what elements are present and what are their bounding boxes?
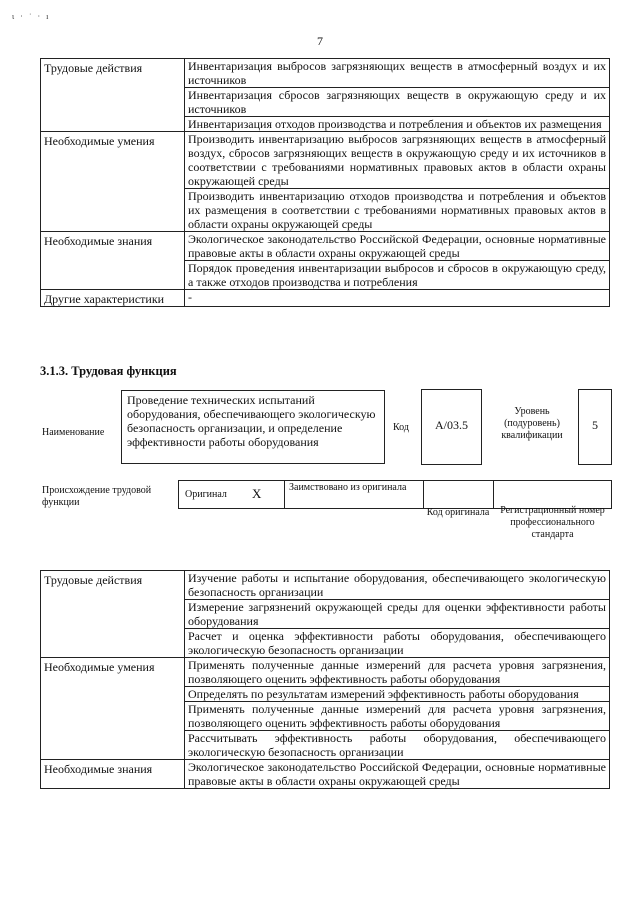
requirement-category-label: Необходимые знания: [41, 760, 185, 789]
scan-mark: ι · ˙ · ı: [12, 12, 51, 21]
requirement-item: Расчет и оценка эффективности работы оборудования, обеспечивающего экологическую безопасность организации: [185, 629, 610, 658]
requirement-item: Экологическое законодательство Российской Федерации, основные нормативные правовые акты в области охраны окружающей среды: [185, 760, 610, 789]
borrowed-label: Заимствовано из оригинала: [289, 482, 407, 493]
labor-requirements-table-bottom: [40, 570, 610, 789]
registration-number-label: Регистрационный номер профессионального стандарта: [500, 505, 605, 540]
requirement-row: [41, 59, 610, 88]
requirement-item: Применять полученные данные измерений для расчета уровня загрязнения, позволяющего оценить эффективность работы оборудования: [185, 702, 610, 731]
requirement-item: -: [185, 290, 610, 307]
requirement-category-label: Трудовые действия: [41, 571, 185, 658]
requirement-category-label: Необходимые умения: [41, 658, 185, 760]
requirement-row: [41, 571, 610, 600]
page-number: 7: [317, 34, 323, 48]
function-code-box: A/03.5: [421, 389, 482, 465]
requirement-row: [41, 132, 610, 189]
origin-original-cell: [178, 481, 284, 508]
origin-code-cell: [423, 481, 493, 508]
requirement-item: Определять по результатам измерений эффективность работы оборудования: [185, 687, 610, 702]
requirement-item: Применять полученные данные измерений для расчета уровня загрязнения, позволяющего оценить эффективность работы оборудования: [185, 658, 610, 687]
requirement-item: Производить инвентаризацию отходов производства и потребления и объектов их размещения в соответствии с требованиями нормативных правовых актов в области охраны окружающей среды: [185, 189, 610, 232]
section-heading: 3.1.3. Трудовая функция: [40, 364, 177, 378]
requirement-category-label: Необходимые умения: [41, 132, 185, 232]
requirement-item: Инвентаризация сбросов загрязняющих веществ в окружающую среду и их источников: [185, 88, 610, 117]
requirement-item: Изучение работы и испытание оборудования, обеспечивающего экологическую безопасность организации: [185, 571, 610, 600]
original-mark: X: [252, 486, 262, 501]
requirement-category-label: Трудовые действия: [41, 59, 185, 132]
original-label: Оригинал: [185, 489, 227, 500]
requirement-row: [41, 290, 610, 307]
name-label: Наименование: [42, 427, 105, 438]
origin-label: Происхождение трудовой функции: [42, 485, 152, 508]
requirement-item: Измерение загрязнений окружающей среды для оценки эффективности работы оборудования: [185, 600, 610, 629]
code-original-label: Код оригинала: [426, 507, 490, 518]
function-name-box: Проведение технических испытаний оборудования, обеспечивающего экологическую безопасность организации, и определение эффективности работы оборудования: [121, 390, 385, 464]
qualification-level-box: 5: [578, 389, 612, 465]
requirement-category-label: Другие характеристики: [41, 290, 185, 307]
requirement-category-label: Необходимые знания: [41, 232, 185, 290]
code-label: Код: [393, 422, 409, 433]
requirement-row: [41, 760, 610, 789]
requirement-row: [41, 232, 610, 261]
qualification-level-label: Уровень (подуровень) квалификации: [501, 406, 563, 441]
requirement-item: Рассчитывать эффективность работы оборудования, обеспечивающего экологическую безопасность организации: [185, 731, 610, 760]
labor-requirements-table-top: [40, 58, 610, 307]
origin-borrowed-cell: [284, 481, 423, 508]
origin-reg-number-cell: [493, 481, 612, 508]
requirement-item: Инвентаризация выбросов загрязняющих веществ в атмосферный воздух и их источников: [185, 59, 610, 88]
requirement-item: Экологическое законодательство Российской Федерации, основные нормативные правовые акты в области охраны окружающей среды: [185, 232, 610, 261]
requirement-item: Инвентаризация отходов производства и потребления и объектов их размещения: [185, 117, 610, 132]
requirement-item: Производить инвентаризацию выбросов загрязняющих веществ в атмосферный воздух, сбросов загрязняющих веществ в окружающую среду и их источников в соответствии с требованиями нормативных правовых актов в области охраны окружающей среды: [185, 132, 610, 189]
requirement-item: Порядок проведения инвентаризации выбросов и сбросов в окружающую среду, а также отходов производства и потребления: [185, 261, 610, 290]
requirement-row: [41, 658, 610, 687]
